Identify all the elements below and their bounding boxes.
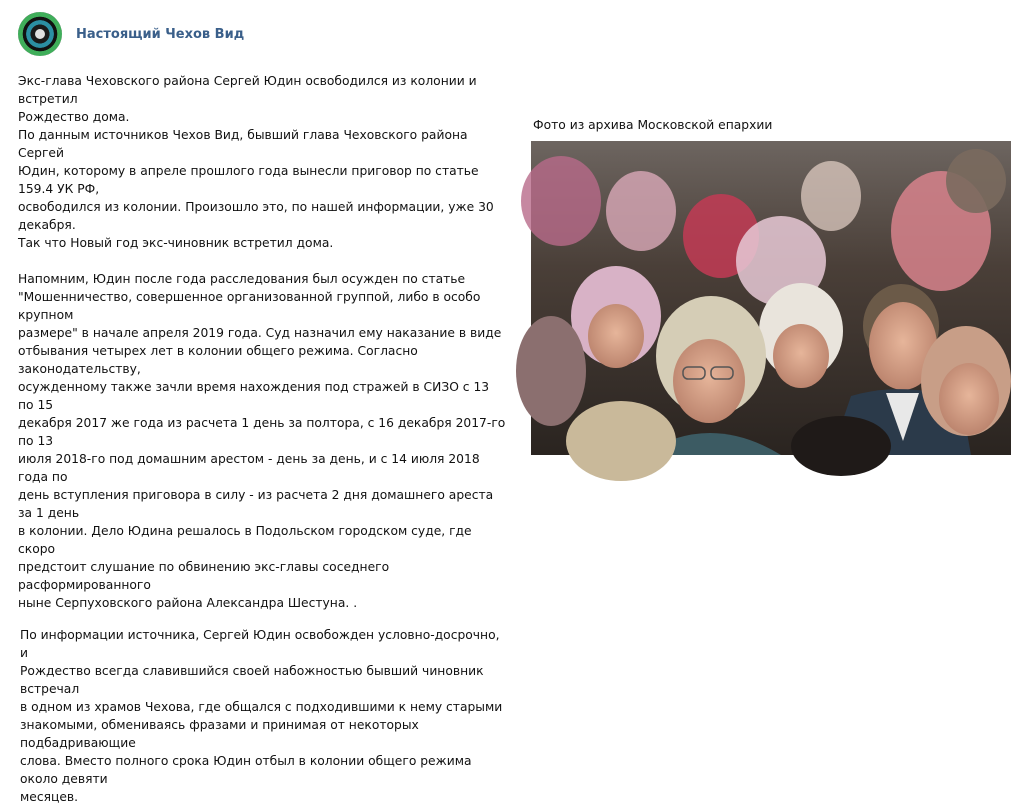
post-header xyxy=(18,12,244,56)
church-crowd-photo[interactable] xyxy=(531,141,1011,455)
paragraph-spacer xyxy=(18,252,508,270)
group-name-link[interactable]: Настоящий Чехов Вид xyxy=(76,26,245,42)
post-paragraph-1: Экс-глава Чеховского района Сергей Юдин освободился из колонии и встретил Рождество дома. По данным источников Чехов Вид, бывший глава Чеховского района Сергей Юдин, которому в апреле прошлого года вынесли приговор по статье 159.4 УК РФ, освободился из колонии. Произошло это, по нашей информации, уже 30 декабря. Так что Новый год экс-чиновник встретил дома. xyxy=(18,74,494,250)
paragraph-spacer xyxy=(18,612,508,626)
post-paragraph-3: По информации источника, Сергей Юдин освобожден условно-досрочно, и Рождество всегда славившийся своей набожностью бывший чиновник встречал в одном из храмов Чехова, где общался с подходившими к нему старыми знакомыми, обмениваясь фразами и принимая от некоторых подбадривающие слова. Вместо полного срока Юдин отбыл в колонии общего режима около девяти месяцев. xyxy=(20,628,503,804)
group-logo-icon[interactable] xyxy=(18,12,62,56)
post-paragraph-2: Напомним, Юдин после года расследования был осужден по статье "Мошенничество, совершенное организованной группой, либо в особо крупном размере" в начале апреля 2019 года. Суд назначил ему наказание в виде отбывания четырех лет в колонии общего режима. Согласно законодательству, осужденному также зачли время нахождения под стражей в СИЗО с 13 по 15 декабря 2017 же года из расчета 1 день за полтора, с 16 декабря 2017-го по 13 июля 2018-го под домашним арестом - день за день, и с 14 июля 2018 года по день вступления приговора в силу - из расчета 2 дня домашнего ареста за 1 день в колонии. Дело Юдина решалось в Подольском городском суде, где скоро предстоит слушание по обвинению экс-главы соседнего расформированного ныне Серпуховского района Александра Шестуна. . xyxy=(18,272,506,610)
post-body xyxy=(18,72,508,806)
photo-caption: Фото из архива Московской епархии xyxy=(533,118,773,132)
photo-illustration xyxy=(531,141,1011,455)
